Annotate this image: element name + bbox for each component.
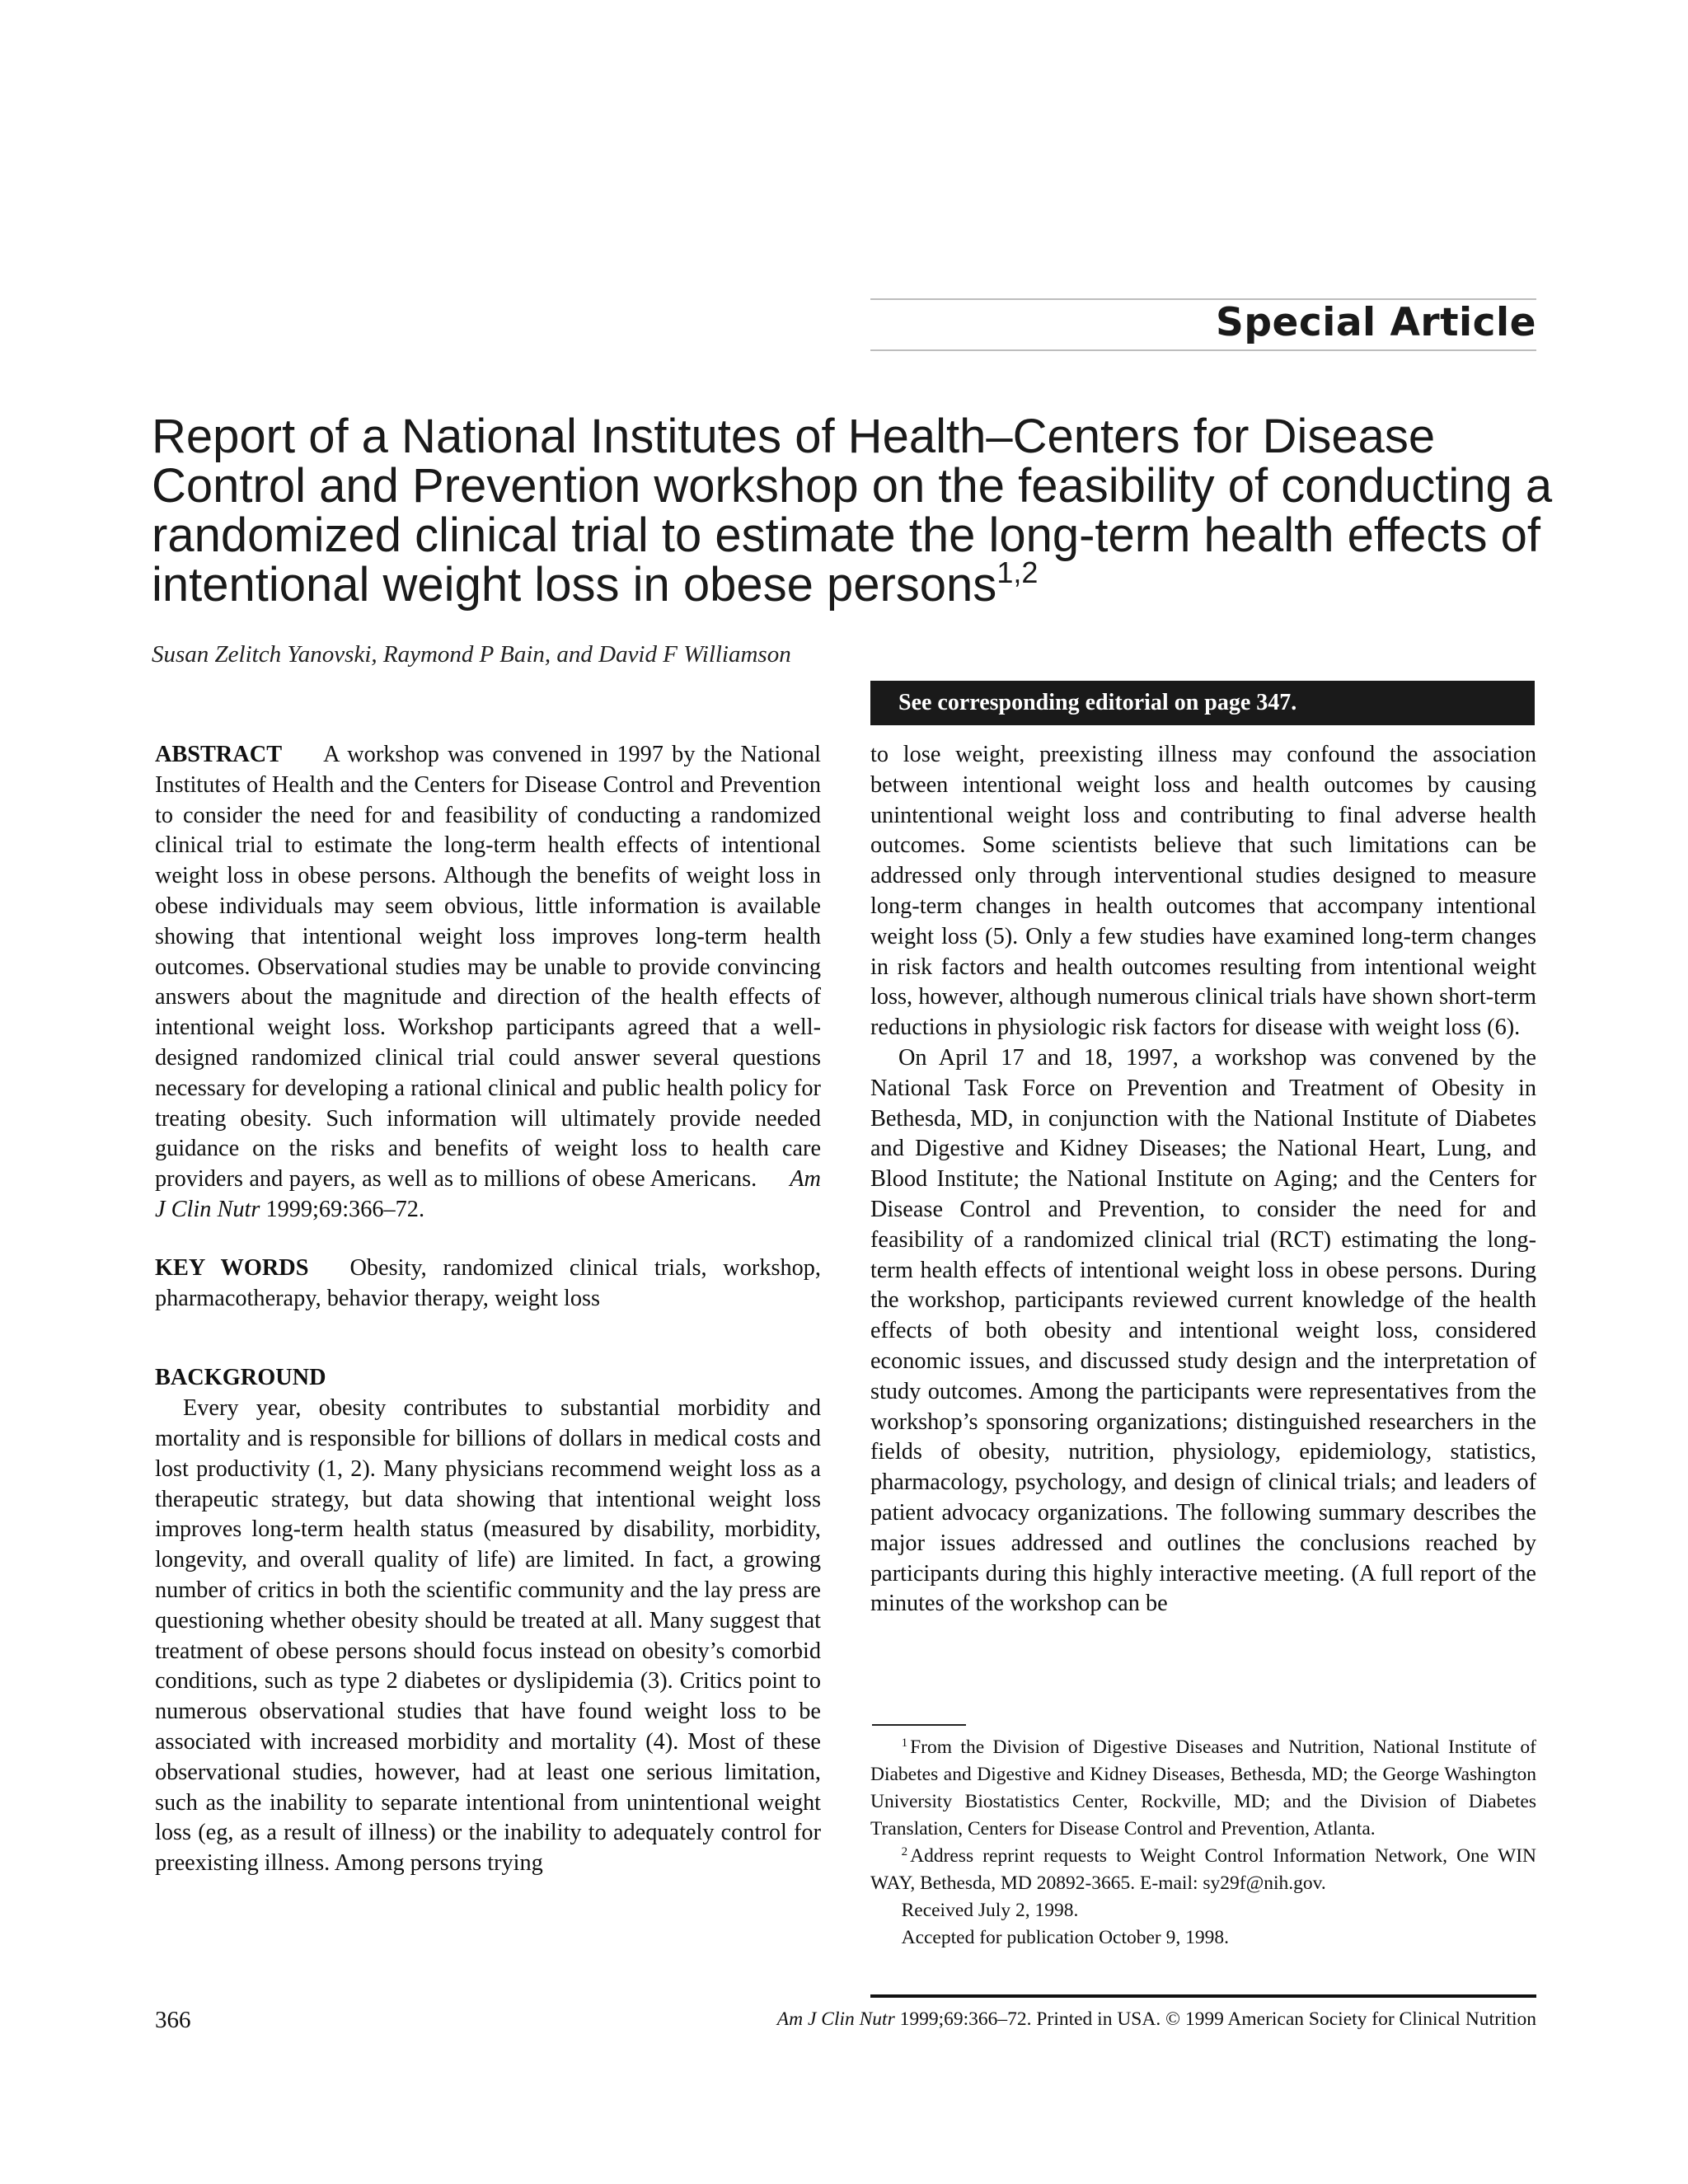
right-column	[870, 740, 1536, 1619]
abstract-label: ABSTRACT	[155, 742, 283, 767]
editorial-banner: See corresponding editorial on page 347.	[870, 681, 1535, 725]
footnote-1-mark: 1	[901, 1736, 908, 1750]
article-title-text: Report of a National Institutes of Health–Centers for Disease Control and Prevention workshop on the feasibility of conducting a randomized clinical trial to estimate the long-term health effects of intentional weight loss in obese persons	[152, 410, 1553, 612]
footnote-1	[870, 1734, 1536, 1843]
header-rule-bottom	[870, 349, 1536, 351]
footnotes	[870, 1734, 1536, 1952]
background-paragraph-3: On April 17 and 18, 1997, a workshop was convened by the National Task Force on Prevention and Treatment of Obesity in Bethesda, MD, in conjunction with the National Institute of Diabetes and Digestive and Kidney Diseases; the National Heart, Lung, and Blood Institute; the National Institute on Aging; and the Centers for Disease Control and Prevention, to consider the need for and feasibility of a randomized clinical trial (RCT) estimating the long-term health effects of intentional weight loss in obese persons. During the workshop, participants reviewed current knowledge of the health effects of both obesity and intentional weight loss, considered economic issues, and discussed study design and the interpretation of study outcomes. Among the participants were representatives from the workshop’s sponsoring organizations; distinguished researchers in the fields of obesity, nutrition, physiology, epidemiology, statistics, pharmacology, psychology, and design of clinical trials; and leaders of patient advocacy organizations. The following summary describes the major issues addressed and outlines the conclusions reached by participants during this highly interactive meeting. (A full report of the minutes of the workshop can be	[870, 1044, 1536, 1617]
running-footer	[777, 2008, 1536, 2031]
keywords-label: KEY WORDS	[155, 1254, 309, 1281]
footer-journal: Am J Clin Nutr	[776, 2008, 895, 2030]
background-paragraph-2: to lose weight, preexisting illness may confound the association between intentional weight loss and health outcomes by causing unintentional weight loss and contributing to final adverse health outcomes. Some scientists believe that such limitations can be addressed only through interventional studies designed to measure long-term changes in health outcomes that accompany intentional weight loss (5). Only a few studies have examined long-term changes in risk factors and health outcomes resulting from intentional weight loss, however, although numerous clinical trials have shown short-term reductions in physiologic risk factors for disease with weight loss (6).	[870, 742, 1536, 1041]
author-list: Susan Zelitch Yanovski, Raymond P Bain, and David F Williamson	[152, 641, 791, 668]
abstract-text: A workshop was convened in 1997 by the National Institutes of Health and the Centers for Disease Control and Prevention to consider the need for and feasibility of conducting a randomized clinical trial to estimate the long-term health effects of intentional weight loss in obese persons. Although the benefits of weight loss in obese individuals may seem obvious, little information is available showing that intentional weight loss improves long-term health outcomes. Observational studies may be unable to provide convincing answers about the magnitude and direction of the health effects of intentional weight loss. Workshop participants agreed that a well-designed randomized clinical trial could answer several questions necessary for developing a rational clinical and public health policy for treating obesity. Such information will ultimately provide needed guidance on the risks and benefits of weight loss to health care providers and payers, as well as to millions of obese Americans.	[155, 742, 821, 1193]
section-label: Special Article	[1215, 300, 1536, 345]
keywords-text: Obesity, randomized clinical trials, workshop, pharmacotherapy, behavior therapy, weight loss	[155, 1254, 821, 1311]
left-column	[155, 740, 821, 1879]
citation-details: 1999;69:366–72.	[265, 1196, 425, 1222]
footnote-1-text: From the Division of Digestive Diseases and Nutrition, National Institute of Diabetes and Digestive and Kidney Diseases, Bethesda, MD; the George Washington University Biostatistics Center, Rockville, MD; and the Division of Diabetes Translation, Centers for Disease Control and Prevention, Atlanta.	[870, 1736, 1536, 1840]
footnote-divider	[872, 1724, 966, 1726]
received-date: Received July 2, 1998.	[901, 1900, 1079, 1921]
title-footnote-marks: 1,2	[996, 555, 1039, 589]
footnote-2-mark: 2	[901, 1845, 908, 1858]
footer-citation: 1999;69:366–72. Printed in USA. © 1999 American Society for Clinical Nutrition	[899, 2008, 1536, 2030]
article-title	[152, 412, 1553, 610]
abstract	[155, 740, 821, 1226]
footer-rule	[870, 1994, 1536, 1998]
accepted-date: Accepted for publication October 9, 1998.	[901, 1927, 1230, 1948]
footnote-2	[870, 1843, 1536, 1897]
page-number: 366	[155, 2007, 191, 2033]
footnote-2-text: Address reprint requests to Weight Control Information Network, One WIN WAY, Bethesda, MD 20892-3665. E-mail: sy29f@nih.gov.	[870, 1845, 1536, 1894]
section-heading-background: BACKGROUND	[155, 1365, 326, 1391]
citation-journal: Am J Clin Nutr	[155, 1166, 821, 1222]
keywords	[155, 1254, 821, 1315]
background-paragraph-1: Every year, obesity contributes to substantial morbidity and mortality and is responsible for billions of dollars in medical costs and lost productivity (1, 2). Many physicians recommend weight loss as a therapeutic strategy, but data showing that intentional weight loss improves long-term health status (measured by disability, morbidity, longevity, and overall quality of life) are limited. In fact, a growing number of critics in both the scientific community and the lay press are questioning whether obesity should be treated at all. Many suggest that treatment of obese persons should focus instead on obesity’s comorbid conditions, such as type 2 diabetes or dyslipidemia (3). Critics point to numerous observational studies that have found weight loss to be associated with increased morbidity and mortality (4). Most of these observational studies, however, had at least one serious limitation, such as the inability to separate intentional from unintentional weight loss (eg, as a result of illness) or the inability to adequately control for preexisting illness. Among persons trying	[155, 1395, 821, 1877]
